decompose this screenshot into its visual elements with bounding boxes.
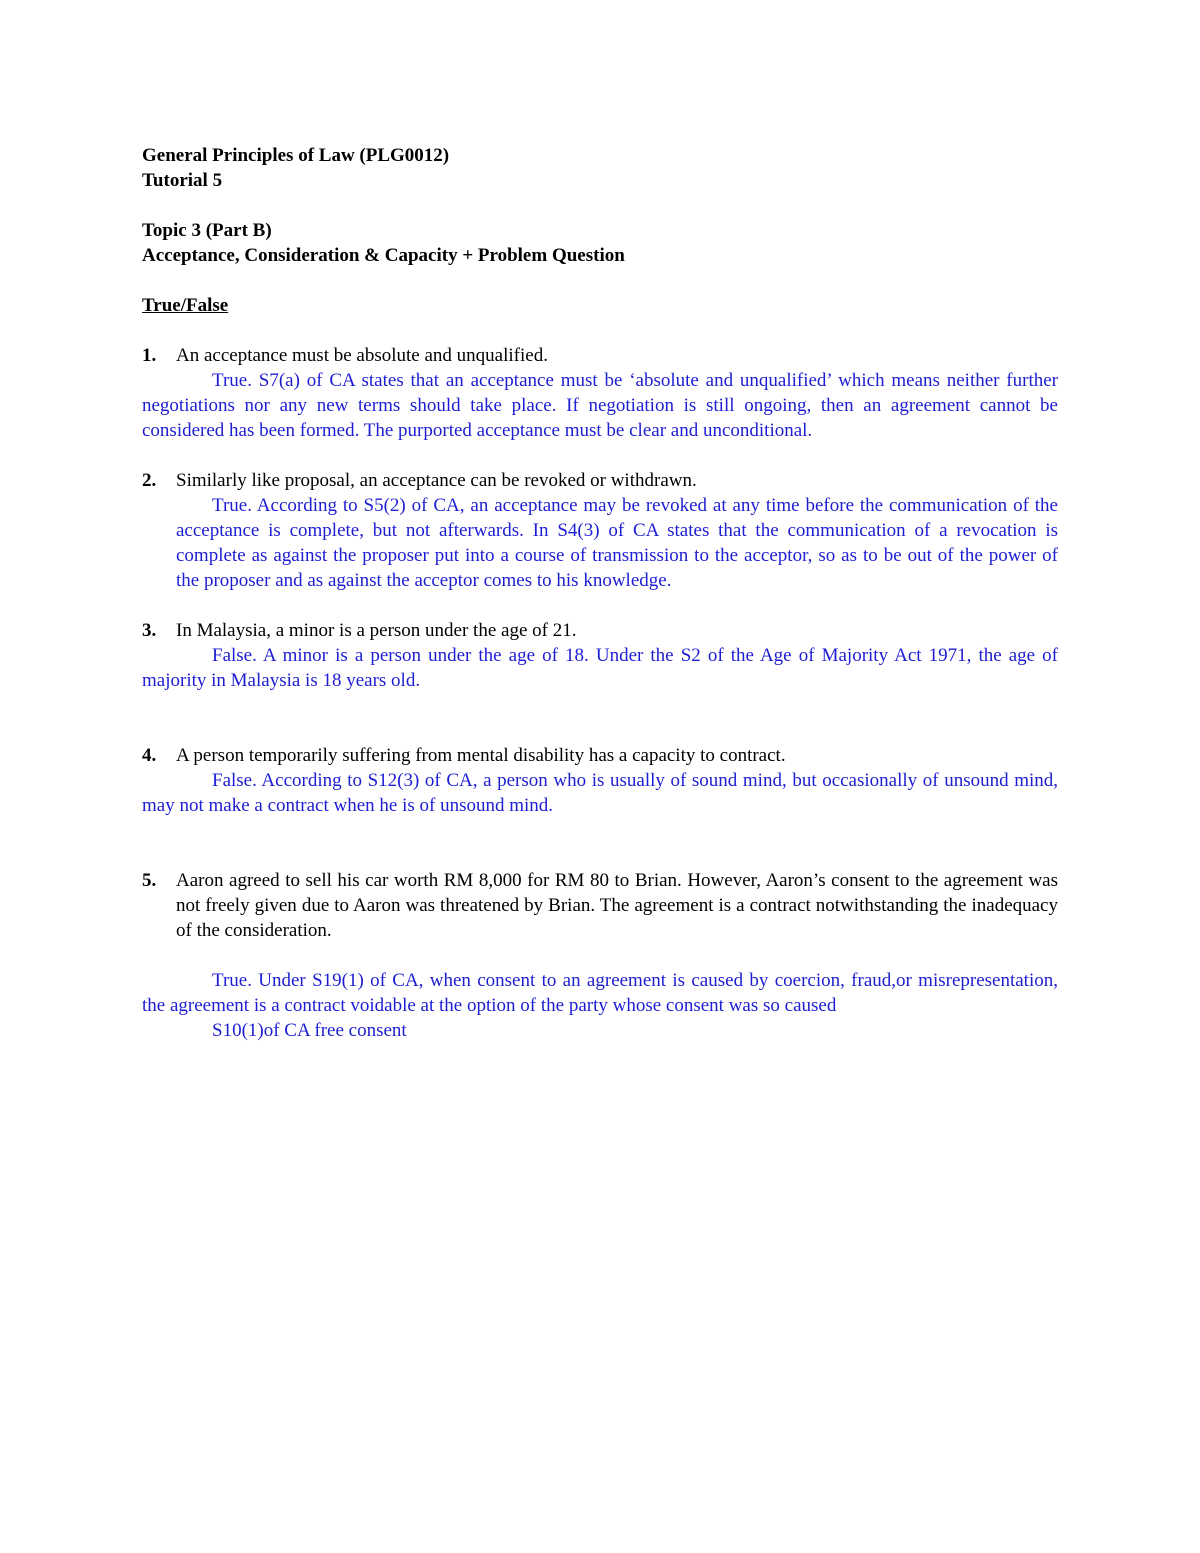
question-statement: Aaron agreed to sell his car worth RM 8,000 for RM 80 to Brian. However, Aaron’s consent to the agreement was not freely given due to Aaron was threatened by Brian. The agreement is a contract notwithstanding the inadequacy of the consideration. [176,870,1058,941]
topic-subtitle: Acceptance, Consideration & Capacity + Problem Question [142,245,625,266]
question-statement: An acceptance must be absolute and unqualified. [176,345,548,366]
question-number: 5. [142,870,157,891]
document-page [142,143,1058,1043]
answer-2: True. According to S5(2) of CA, an acceptance may be revoked at any time before the communication of the acceptance is complete, but not afterwards. In S4(3) of CA states that the communication of a revocation is complete as against the proposer put into a course of transmission to the acceptor, so as to be out of the power of the proposer and as against the acceptor comes to his knowledge. [176,495,1058,591]
answer-3: False. A minor is a person under the age of 18. Under the S2 of the Age of Majority Act 1971, the age of majority in Malaysia is 18 years old. [142,645,1058,691]
question-number: 4. [142,745,157,766]
topic-title: Topic 3 (Part B) [142,220,272,241]
question-number: 2. [142,470,157,491]
section-title: True/False [142,295,229,316]
answer-1: True. S7(a) of CA states that an acceptance must be ‘absolute and unqualified’ which means neither further negotiations nor any new terms should take place. If negotiation is still ongoing, then an agreement cannot be considered has been formed. The purported acceptance must be clear and unconditional. [142,370,1058,441]
question-2 [142,468,1058,493]
course-title: General Principles of Law (PLG0012) [142,145,450,166]
answer-5-note: S10(1)of CA free consent [212,1020,407,1041]
question-statement: Similarly like proposal, an acceptance can be revoked or withdrawn. [176,470,697,491]
question-number: 1. [142,345,157,366]
question-1 [142,343,1058,368]
question-3 [142,618,1058,643]
question-statement: A person temporarily suffering from mental disability has a capacity to contract. [176,745,786,766]
question-4 [142,743,1058,768]
answer-5: True. Under S19(1) of CA, when consent to an agreement is caused by coercion, fraud,or misrepresentation, the agreement is a contract voidable at the option of the party whose consent was so caused [142,970,1058,1016]
tutorial-title: Tutorial 5 [142,170,223,191]
question-number: 3. [142,620,157,641]
answer-4: False. According to S12(3) of CA, a person who is usually of sound mind, but occasionally of unsound mind, may not make a contract when he is of unsound mind. [142,770,1058,816]
question-5 [142,868,1058,943]
question-statement: In Malaysia, a minor is a person under the age of 21. [176,620,577,641]
